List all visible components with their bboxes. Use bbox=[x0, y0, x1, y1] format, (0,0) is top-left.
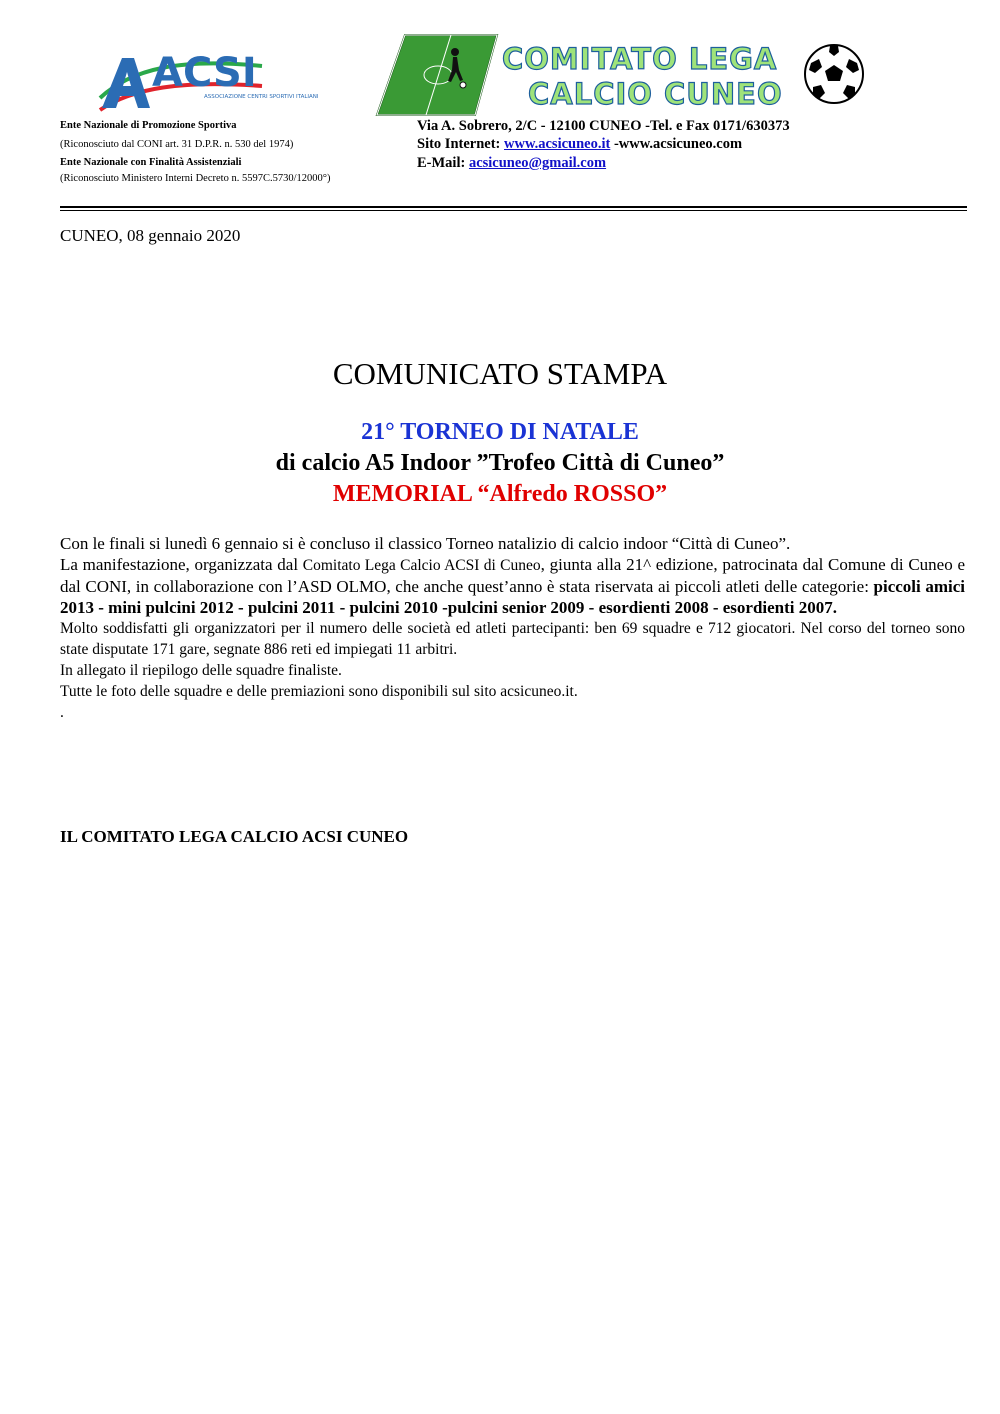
org-line-1: Ente Nazionale di Promozione Sportiva bbox=[60, 120, 237, 131]
body-paragraph-2-committee: Comitato Lega Calcio ACSI di Cuneo bbox=[302, 557, 541, 574]
football-field-logo bbox=[375, 30, 500, 120]
body-paragraph-6: . bbox=[60, 704, 64, 721]
website-link[interactable]: www.acsicuneo.it bbox=[504, 136, 611, 152]
body-paragraph-1: Con le finali si lunedì 6 gennaio si è concluso il classico Torneo natalizio di calcio indoor “Città di Cuneo”. bbox=[60, 534, 791, 553]
acsi-logo-text: ACSI bbox=[152, 50, 257, 96]
website-extra: -www.acsicuneo.com bbox=[610, 136, 743, 152]
body-paragraph-4: In allegato il riepilogo delle squadre finaliste. bbox=[60, 662, 342, 679]
website-line bbox=[417, 135, 742, 153]
header-divider bbox=[60, 206, 967, 208]
document-date: CUNEO, 08 gennaio 2020 bbox=[60, 226, 241, 245]
body-paragraph-2-a: La manifestazione, organizzata dal bbox=[60, 555, 303, 574]
acsi-logo bbox=[92, 28, 319, 120]
website-label: Sito Internet: bbox=[417, 136, 504, 152]
press-release-body bbox=[60, 533, 965, 723]
brand-line-1: COMITATO LEGA bbox=[502, 42, 778, 76]
org-line-4: (Riconosciuto Ministero Interni Decreto n. 5597C.5730/12000°) bbox=[60, 173, 331, 184]
soccer-ball-icon bbox=[803, 43, 865, 105]
subtitle-tournament: 21° TORNEO DI NATALE bbox=[361, 419, 639, 445]
signature: IL COMITATO LEGA CALCIO ACSI CUNEO bbox=[60, 827, 409, 846]
body-paragraph-2-c: , giunta alla 21^ edizione, patrocinata dal Comune di Cuneo e dal CONI, in collaborazione con l’ASD OLMO, che anche quest’anno è stata riservata ai piccoli atleti delle categorie: bbox=[60, 555, 965, 596]
org-line-3: Ente Nazionale con Finalità Assistenziali bbox=[60, 157, 242, 168]
org-line-2: (Riconosciuto dal CONI art. 31 D.P.R. n. 530 del 1974) bbox=[60, 139, 294, 150]
body-paragraph-5: Tutte le foto delle squadre e delle premiazioni sono disponibili sul sito acsicuneo.it. bbox=[60, 683, 578, 700]
email-label: E-Mail: bbox=[417, 155, 469, 171]
header-divider-thin bbox=[60, 210, 967, 211]
body-paragraph-3: Molto soddisfatti gli organizzatori per il numero delle società ed atleti partecipanti: ben 69 squadre e 712 giocatori. Nel corso del torneo sono state disputate 171 gare, segnate 886 reti ed impiegati 11 arbitri. bbox=[60, 620, 965, 658]
acsi-logo-subtext: ASSOCIAZIONE CENTRI SPORTIVI ITALIANI bbox=[204, 94, 319, 100]
email-link[interactable]: acsicuneo@gmail.com bbox=[468, 155, 607, 171]
body-categories: piccoli amici 2013 - mini pulcini 2012 - pulcini 2011 - pulcini 2010 -pulcini senior 2009 - esordienti 2008 - esordienti 2007. bbox=[60, 577, 965, 617]
email-line bbox=[417, 154, 606, 172]
subtitle-memorial: MEMORIAL “Alfredo ROSSO” bbox=[332, 481, 668, 507]
address-line: Via A. Sobrero, 2/C - 12100 CUNEO -Tel. e Fax 0171/630373 bbox=[417, 118, 790, 134]
body-paragraph-2 bbox=[60, 554, 965, 618]
subtitle-trophy: di calcio A5 Indoor ”Trofeo Città di Cuneo” bbox=[275, 450, 725, 476]
brand-line-2: CALCIO CUNEO bbox=[528, 77, 783, 111]
page-title: COMUNICATO STAMPA bbox=[332, 356, 668, 391]
